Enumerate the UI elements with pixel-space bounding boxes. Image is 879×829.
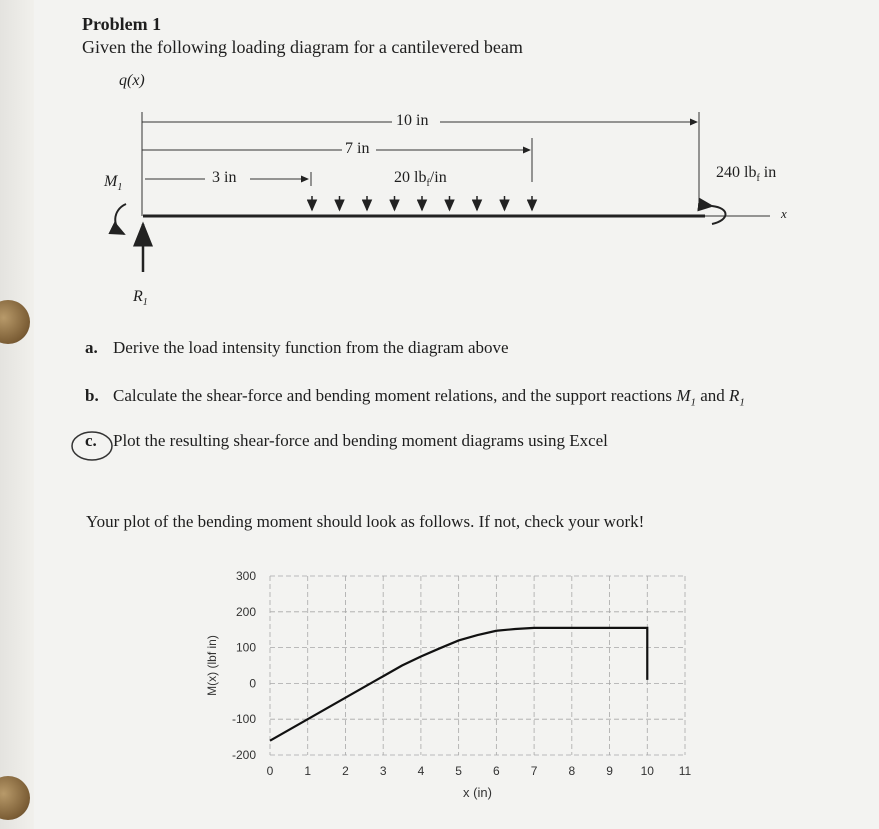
y-tick-label: 0 (249, 676, 256, 691)
y-tick-label: 300 (235, 569, 256, 583)
hand-drawn-circle (68, 428, 118, 464)
problem-title: Problem 1 (82, 14, 162, 34)
x-tick-label: 0 (266, 764, 274, 778)
x-tick-label: 10 (640, 764, 654, 778)
y-tick-label: 200 (235, 604, 256, 619)
x-tick-label: 5 (455, 764, 462, 778)
end-moment-label: 240 $lb_f$ in (716, 164, 777, 185)
end-moment-arrow (712, 206, 726, 224)
dim-10-label: 10 in (396, 112, 429, 129)
problem-subtitle: Given the following loading diagram for a cantilevered beam (82, 37, 523, 57)
loading-diagram (0, 60, 879, 320)
dim-7-label: 7 in (345, 140, 370, 157)
question-c: c. Plot the resulting shear-force and bending moment diagrams using Excel (85, 431, 608, 450)
r1-label: $R_1$ (133, 288, 148, 309)
bending-moment-chart (190, 560, 710, 810)
x-tick-label: 11 (678, 764, 692, 778)
y-axis-title: M(x) (lbf in) (205, 635, 219, 696)
question-a: a. Derive the load intensity function from the diagram above (85, 338, 509, 357)
x-tick-label: 6 (493, 764, 500, 778)
x-axis-label: x (781, 206, 787, 221)
x-axis-title: x (in) (463, 785, 492, 800)
m1-label: $M_1$ (104, 173, 123, 194)
y-tick-label: -100 (231, 712, 256, 727)
x-tick-label: 2 (342, 764, 349, 778)
y-tick-label: 100 (235, 640, 256, 655)
q-label: q(x) (119, 72, 145, 89)
instruction-text: Your plot of the bending moment should look as follows. If not, check your work! (86, 512, 645, 531)
x-tick-label: 9 (606, 764, 613, 778)
x-tick-label: 3 (379, 764, 387, 778)
question-b: b. Calculate the shear-force and bending moment relations, and the support reactions $M_1$ and $R_1$ (85, 386, 745, 409)
x-tick-label: 1 (304, 764, 312, 778)
distributed-load-arrows (312, 196, 532, 210)
load-intensity-label: 20 $lb_f/in$ (394, 169, 447, 190)
dim-3-label: 3 in (212, 169, 237, 186)
x-tick-label: 8 (568, 764, 576, 778)
m1-moment-arrow (115, 204, 126, 234)
x-tick-label: 7 (530, 764, 538, 778)
x-tick-label: 4 (417, 764, 425, 778)
y-tick-label: -200 (231, 748, 256, 762)
